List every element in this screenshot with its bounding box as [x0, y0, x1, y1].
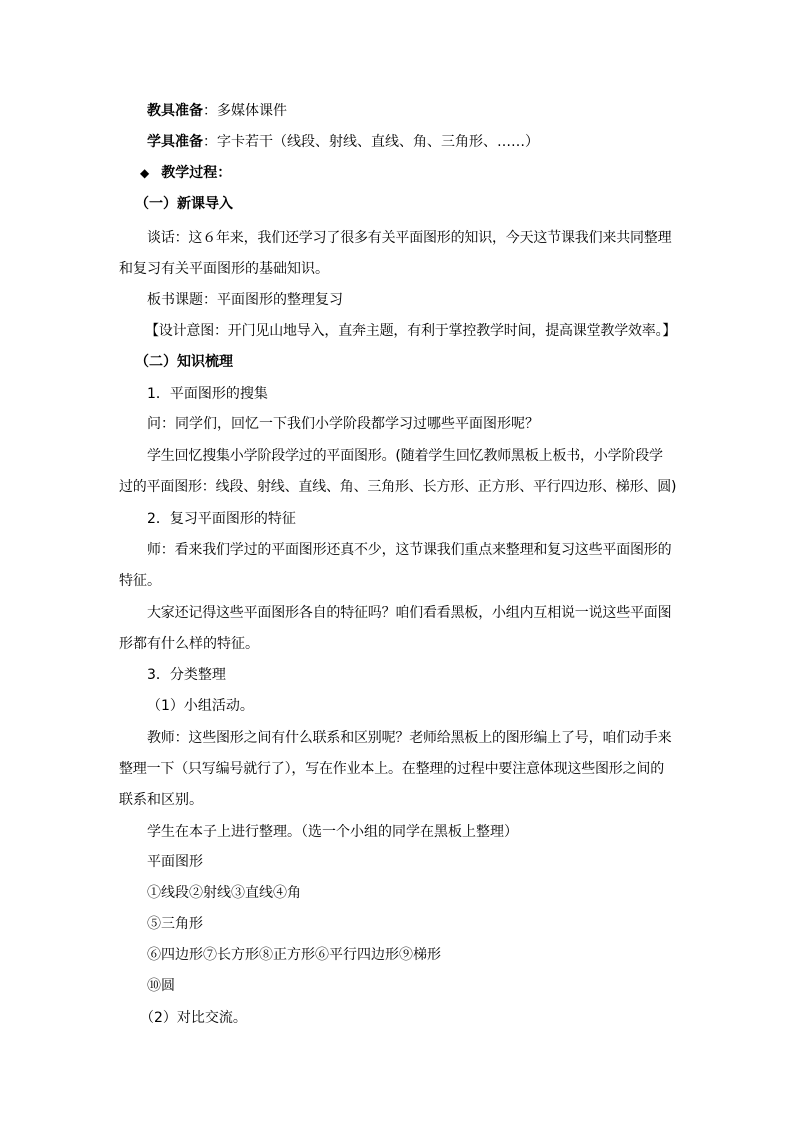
study-aids-label: 学具准备 — [147, 134, 203, 150]
shapes-heading: 平面图形 — [147, 854, 203, 870]
shapes-row-2: ⑤三角形 — [147, 916, 203, 932]
item3-sub2: （2）对比交流。 — [140, 1010, 247, 1026]
item2-paragraph2-line-1: 大家还记得这些平面图形各自的特征吗？咱们看看黑板，小组内互相说一说这些平面图 — [147, 605, 672, 621]
intro-paragraph-line-1: 谈话：这６年来，我们还学习了很多有关平面图形的知识，今天这节课我们来共同整理 — [147, 230, 672, 246]
teaching-aids-label: 教具准备 — [147, 103, 203, 119]
section1-heading: （一）新课导入 — [135, 196, 233, 212]
item1-answer-line-2: 过的平面图形：线段、射线、直线、角、三角形、长方形、正方形、平行四边形、梯形、圆) — [119, 479, 677, 495]
item3-title: 3．分类整理 — [147, 667, 226, 683]
item1-title: 1．平面图形的搜集 — [147, 386, 268, 402]
shapes-row-3: ⑥四边形⑦长方形⑧正方形⑥平行四边形⑨梯形 — [147, 947, 441, 963]
design-intent: 【设计意图：开门见山地导入，直奔主题，有利于掌控教学时间，提高课堂教学效率。】 — [145, 323, 677, 339]
item3-sub1: （1）小组活动。 — [147, 698, 254, 714]
item1-answer-line-1: 学生回忆搜集小学阶段学过的平面图形。(随着学生回忆教师黑板上板书，小学阶段学 — [147, 448, 663, 464]
item3-teacher-line-2: 整理一下（只写编号就行了），写在作业本上。在整理的过程中要注意体现这些图形之间的 — [119, 761, 664, 777]
item2-title: 2．复习平面图形的特征 — [147, 511, 296, 527]
item3-teacher-line-3: 联系和区别。 — [119, 792, 203, 808]
study-aids-line — [147, 132, 539, 152]
process-heading: 教学过程： — [161, 165, 232, 181]
item2-paragraph1-line-2: 特征。 — [119, 573, 161, 589]
shapes-row-4: ⑩圆 — [147, 978, 175, 994]
blackboard-title: 板书课题：平面图形的整理复习 — [147, 292, 343, 308]
teaching-aids-value: ：多媒体课件 — [203, 103, 287, 119]
diamond-bullet-icon: ◆ — [140, 166, 150, 180]
item1-question: 问：同学们，回忆一下我们小学阶段都学习过哪些平面图形呢？ — [147, 416, 539, 432]
process-heading-line — [140, 163, 231, 183]
shapes-row-1: ①线段②射线③直线④角 — [147, 885, 301, 901]
teaching-aids-line — [147, 101, 287, 121]
study-aids-value: ：字卡若干（线段、射线、直线、角、三角形、……） — [203, 134, 539, 150]
section2-heading: （二）知识梳理 — [135, 354, 233, 370]
item3-student: 学生在本子上进行整理。（选一个小组的同学在黑板上整理） — [147, 824, 518, 840]
intro-paragraph-line-2: 和复习有关平面图形的基础知识。 — [119, 261, 329, 277]
item3-teacher-line-1: 教师：这些图形之间有什么联系和区别呢？老师给黑板上的图形编上了号，咱们动手来 — [147, 730, 672, 746]
item2-paragraph2-line-2: 形都有什么样的特征。 — [119, 636, 259, 652]
item2-paragraph1-line-1: 师：看来我们学过的平面图形还真不少，这节课我们重点来整理和复习这些平面图形的 — [147, 542, 672, 558]
